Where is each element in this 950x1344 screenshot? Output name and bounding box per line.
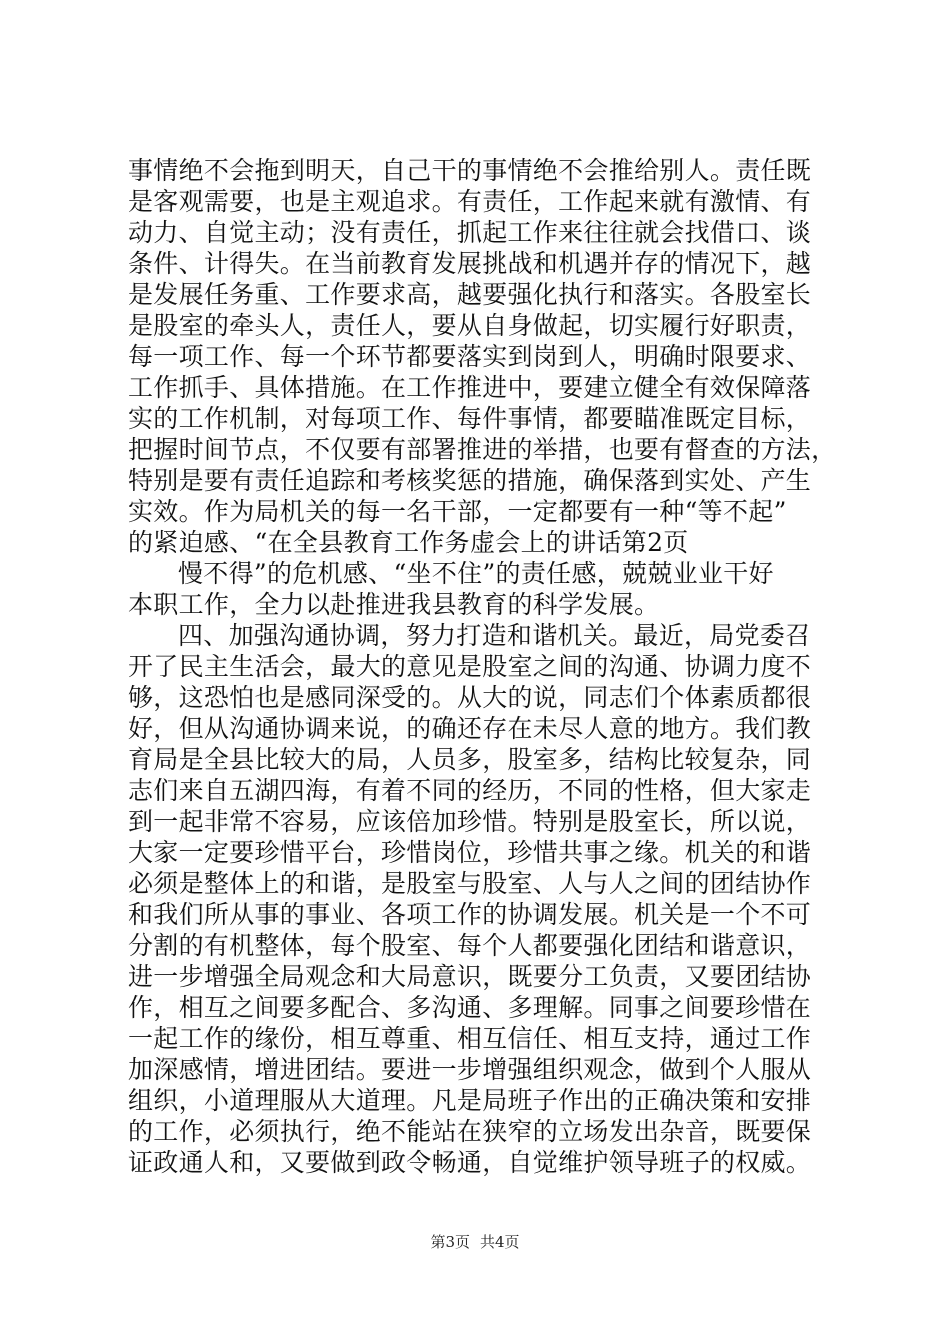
text-line: 是客观需要，也是主观追求。有责任，工作起来就有激情、有 — [128, 187, 812, 216]
text-line: 慢不得”的危机感、“坐不住”的责任感，兢兢业业干好 — [178, 559, 774, 588]
text-line: 一起工作的缘份，相互尊重、相互信任、相互支持，通过工作 — [128, 1024, 812, 1053]
text-line: 四、加强沟通协调，努力打造和谐机关。最近，局党委召 — [178, 621, 811, 650]
text-line: 组织，小道理服从大道理。凡是局班子作出的正确决策和安排 — [128, 1086, 812, 1115]
text-line: 的工作，必须执行，绝不能站在狭窄的立场发出杂音，既要保 — [128, 1117, 812, 1146]
text-line: 事情绝不会拖到明天，自己干的事情绝不会推给别人。责任既 — [128, 156, 812, 185]
text-line: 实效。作为局机关的每一名干部，一定都要有一种“等不起” — [128, 497, 787, 526]
text-line: 作，相互之间要多配合、多沟通、多理解。同事之间要珍惜在 — [128, 993, 812, 1022]
text-line: 动力、自觉主动；没有责任，抓起工作来往往就会找借口、谈 — [128, 218, 812, 247]
text-line: 每一项工作、每一个环节都要落实到岗到人，明确时限要求、 — [128, 342, 812, 371]
text-line: 把握时间节点，不仅要有部署推进的举措，也要有督查的方法， — [128, 435, 837, 464]
page-total: 共4页 — [480, 1233, 520, 1251]
page-number: 第3页 — [430, 1233, 470, 1251]
page-footer — [0, 1232, 950, 1252]
text-line: 分割的有机整体，每个股室、每个人都要强化团结和谐意识， — [128, 931, 812, 960]
text-line: 加深感情，增进团结。要进一步增强组织观念，做到个人服从 — [128, 1055, 812, 1084]
text-line: 特别是要有责任追踪和考核奖惩的措施，确保落到实处、产生 — [128, 466, 812, 495]
text-line: 的紧迫感、“在全县教育工作务虚会上的讲话第2页 — [128, 528, 689, 557]
text-line: 工作抓手、具体措施。在工作推进中，要建立健全有效保障落 — [128, 373, 812, 402]
text-line: 育局是全县比较大的局，人员多，股室多，结构比较复杂，同 — [128, 745, 812, 774]
text-line: 证政通人和，又要做到政令畅通，自觉维护领导班子的权威。 — [128, 1148, 812, 1177]
text-line: 大家一定要珍惜平台，珍惜岗位，珍惜共事之缘。机关的和谐 — [128, 838, 812, 867]
text-line: 开了民主生活会，最大的意见是股室之间的沟通、协调力度不 — [128, 652, 812, 681]
text-line: 和我们所从事的事业、各项工作的协调发展。机关是一个不可 — [128, 900, 812, 929]
text-line: 是发展任务重、工作要求高，越要强化执行和落实。各股室长 — [128, 280, 812, 309]
text-line: 够，这恐怕也是感同深受的。从大的说，同志们个体素质都很 — [128, 683, 812, 712]
text-line: 必须是整体上的和谐，是股室与股室、人与人之间的团结协作 — [128, 869, 812, 898]
document-body — [128, 155, 837, 1178]
text-line: 实的工作机制，对每项工作、每件事情，都要瞄准既定目标， — [128, 404, 812, 433]
text-line: 条件、计得失。在当前教育发展挑战和机遇并存的情况下，越 — [128, 249, 812, 278]
text-line: 本职工作，全力以赴推进我县教育的科学发展。 — [128, 590, 660, 619]
text-line: 志们来自五湖四海，有着不同的经历，不同的性格，但大家走 — [128, 776, 812, 805]
text-line: 好，但从沟通协调来说，的确还存在未尽人意的地方。我们教 — [128, 714, 812, 743]
text-line: 到一起非常不容易，应该倍加珍惜。特别是股室长，所以说， — [128, 807, 812, 836]
text-line: 是股室的牵头人，责任人，要从自身做起，切实履行好职责， — [128, 311, 812, 340]
text-line: 进一步增强全局观念和大局意识，既要分工负责，又要团结协 — [128, 962, 812, 991]
